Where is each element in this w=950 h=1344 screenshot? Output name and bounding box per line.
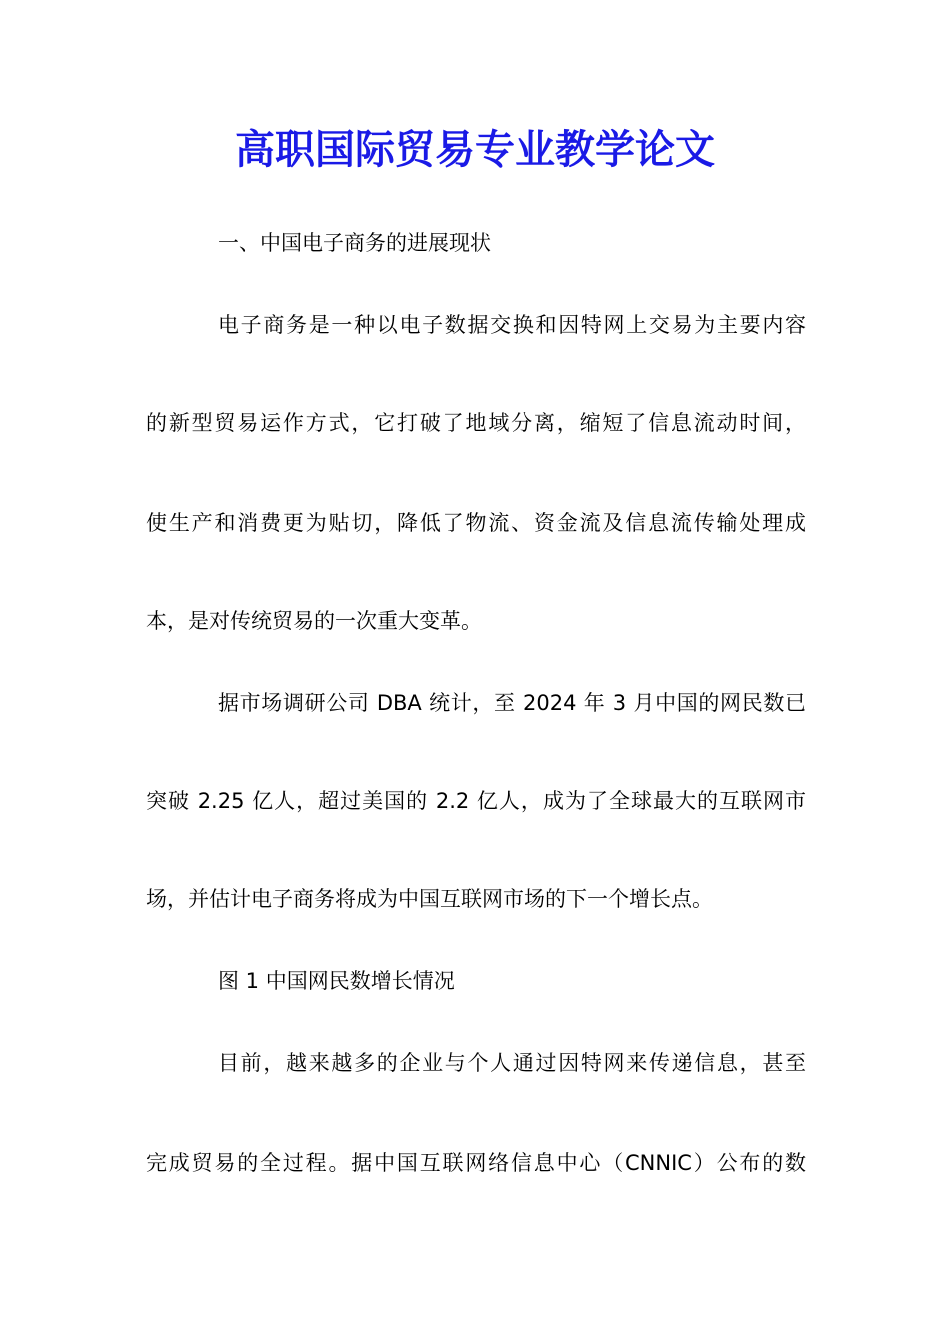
paragraph-line: 完成贸易的全过程。据中国互联网络信息中心（CNNIC）公布的数 [146,1151,806,1175]
section-heading: 一、中国电子商务的进展现状 [218,231,491,255]
paragraph-line: 本，是对传统贸易的一次重大变革。 [146,609,482,633]
paragraph-line: 使生产和消费更为贴切，降低了物流、资金流及信息流传输处理成 [146,511,806,535]
paragraph-line: 电子商务是一种以电子数据交换和因特网上交易为主要内容 [218,313,806,337]
paragraph-line: 场，并估计电子商务将成为中国互联网市场的下一个增长点。 [146,887,713,911]
document-title: 高职国际贸易专业教学论文 [235,126,715,173]
paragraph-line: 据市场调研公司 DBA 统计，至 2024 年 3 月中国的网民数已 [218,691,806,715]
paragraph-line: 的新型贸易运作方式，它打破了地域分离，缩短了信息流动时间， [146,411,806,435]
paragraph-line: 目前，越来越多的企业与个人通过因特网来传递信息，甚至 [218,1051,806,1075]
figure-caption: 图 1 中国网民数增长情况 [218,969,455,993]
paragraph-line: 突破 2.25 亿人，超过美国的 2.2 亿人，成为了全球最大的互联网市 [146,789,806,813]
